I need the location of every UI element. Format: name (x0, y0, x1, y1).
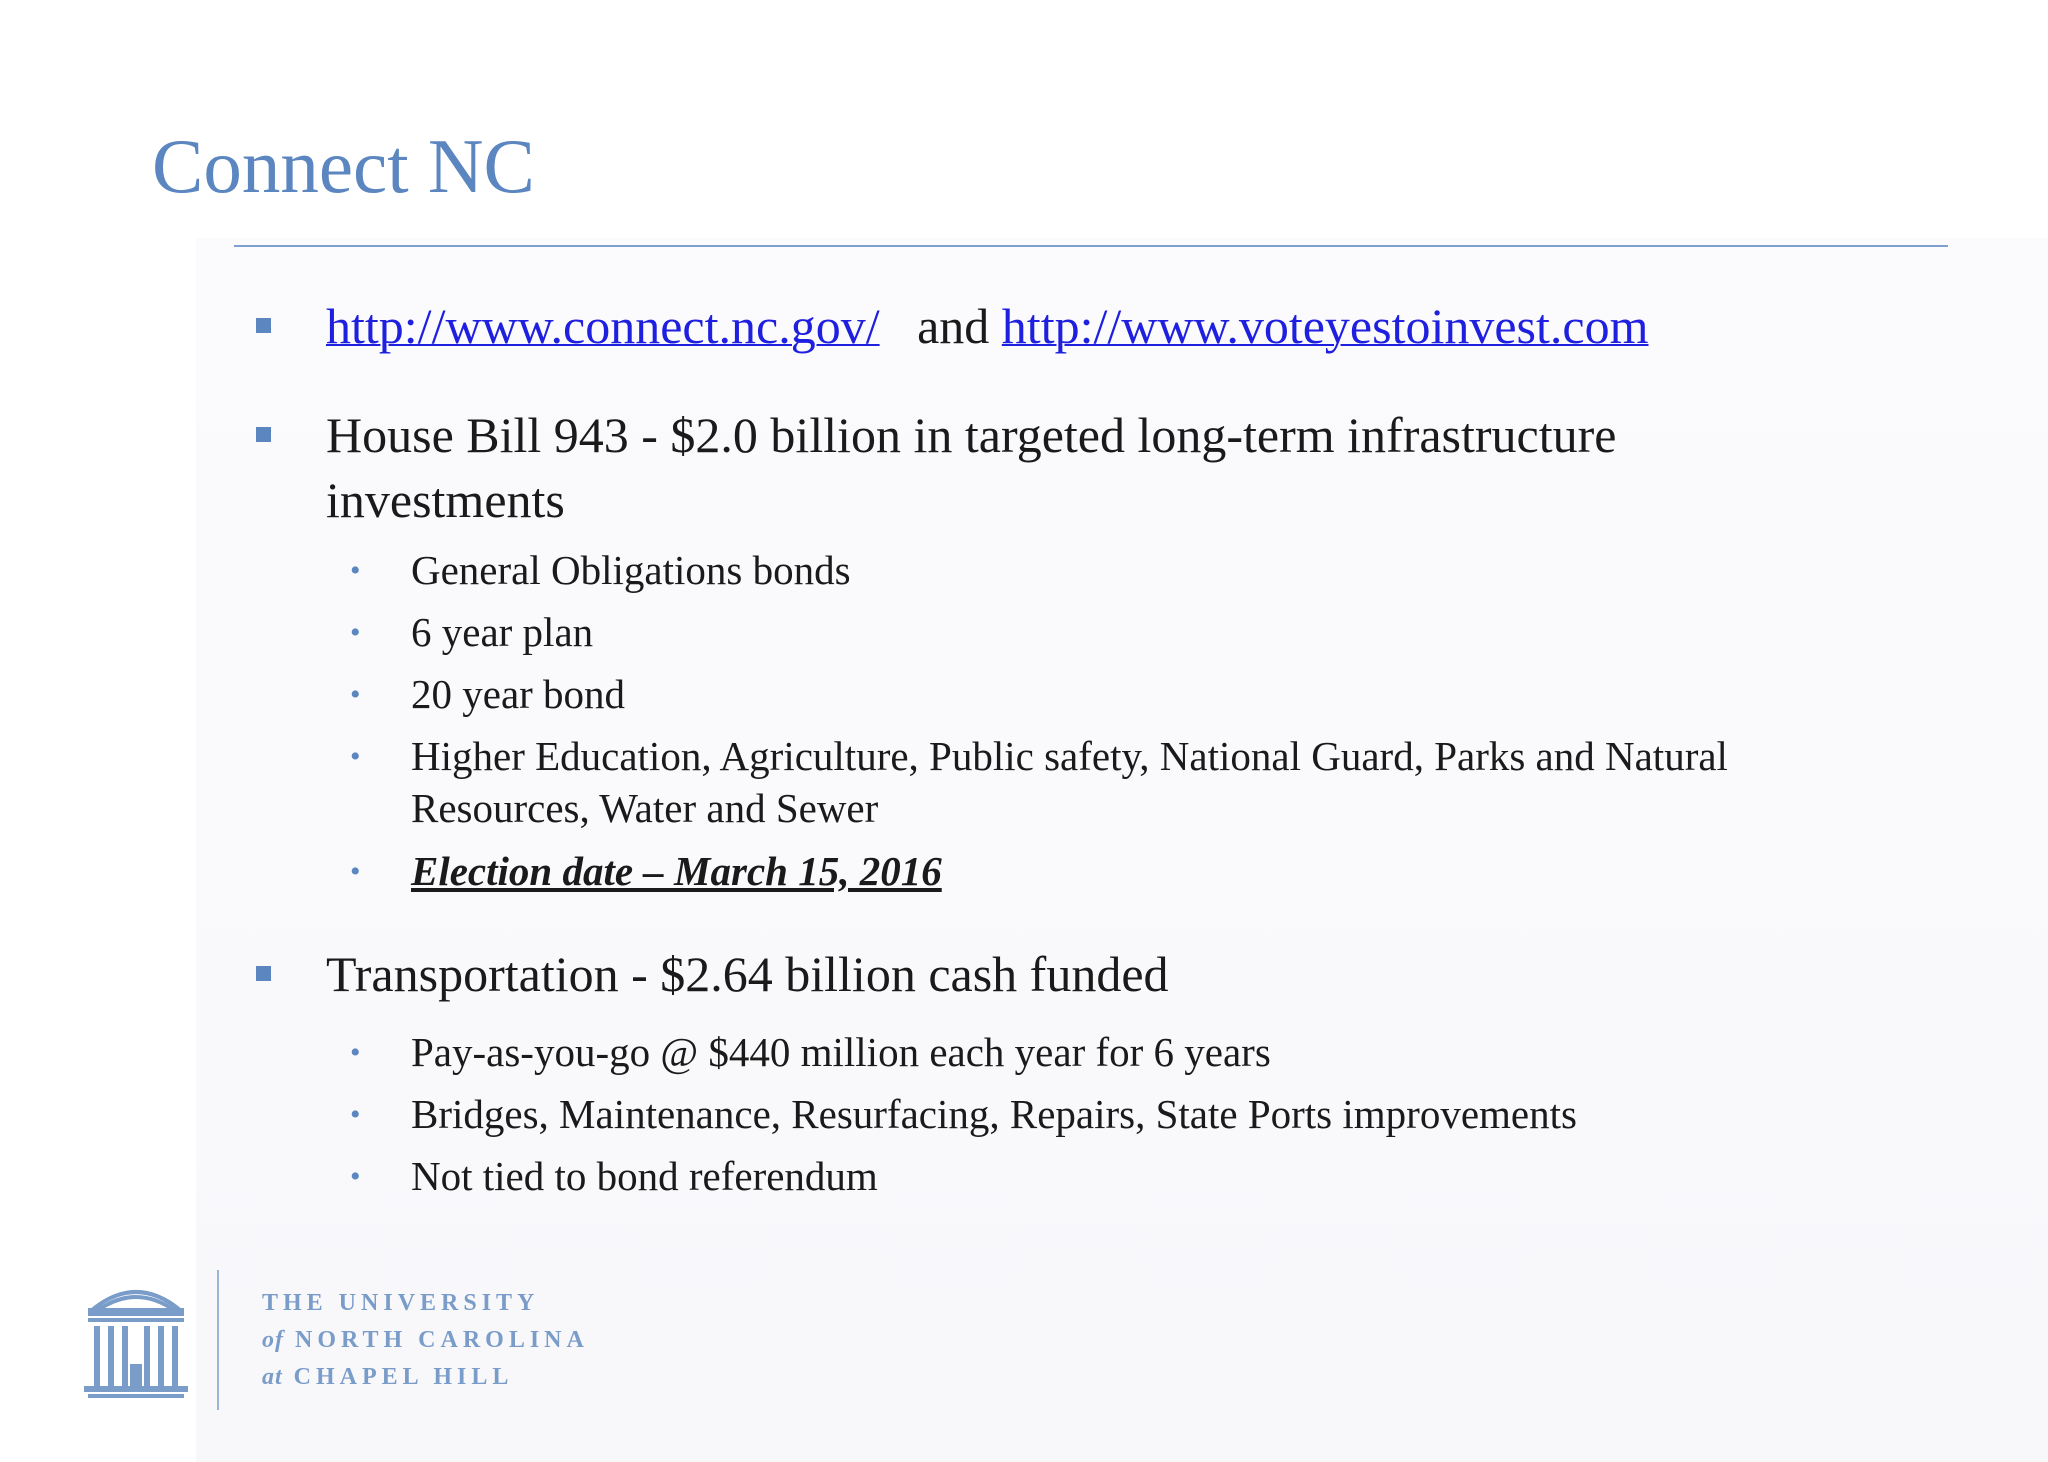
logo-line2-prefix: of (262, 1327, 284, 1353)
bullet-dot-icon: • (350, 616, 361, 649)
bullet-dot-icon: • (350, 1098, 361, 1131)
bullet-dot-icon: • (350, 554, 361, 587)
bullet-dot-icon: • (350, 1036, 361, 1069)
transportation-item: Bridges, Maintenance, Resurfacing, Repairs, State Ports improvements (411, 1091, 1577, 1137)
logo-line1: THE UNIVERSITY (262, 1290, 540, 1316)
transportation-item: Not tied to bond referendum (411, 1153, 878, 1199)
transportation-heading: Transportation - $2.64 billion cash funded (326, 946, 1169, 1002)
links-joiner: and (917, 298, 990, 354)
house-bill-item: 6 year plan (411, 609, 594, 655)
logo-line3-prefix: at (262, 1364, 283, 1390)
logo-line3 (262, 1364, 513, 1391)
election-date: Election date – March 15, 2016 (411, 848, 942, 894)
house-bill-line2: investments (326, 472, 565, 528)
vote-yes-link[interactable]: http://www.voteyestoinvest.com (1001, 298, 1649, 354)
bullet-square-icon (256, 318, 271, 333)
logo-divider (217, 1270, 219, 1410)
bullet-square-icon (256, 966, 271, 981)
house-bill-item: 20 year bond (411, 671, 626, 717)
bullet-dot-icon: • (350, 855, 361, 888)
house-bill-uses-line1: Higher Education, Agriculture, Public safety, National Guard, Parks and Natural (411, 733, 1728, 779)
bullet-dot-icon: • (350, 1160, 361, 1193)
house-bill-line1: House Bill 943 - $2.0 billion in targeted long-term infrastructure (326, 407, 1617, 463)
links-line (326, 294, 1648, 359)
logo-line2 (262, 1327, 589, 1354)
connect-nc-link[interactable]: http://www.connect.nc.gov/ (326, 298, 880, 354)
logo-line3-text: CHAPEL HILL (293, 1364, 514, 1390)
old-well-icon (84, 1280, 188, 1404)
transportation-item: Pay-as-you-go @ $440 million each year for 6 years (411, 1029, 1271, 1075)
logo-line2-text: NORTH CAROLINA (295, 1327, 589, 1353)
house-bill-uses-line2: Resources, Water and Sewer (411, 785, 879, 831)
slide-title: Connect NC (152, 123, 535, 209)
house-bill-item: General Obligations bonds (411, 547, 851, 593)
title-divider (234, 245, 1948, 247)
bullet-dot-icon: • (350, 678, 361, 711)
bullet-square-icon (256, 427, 271, 442)
bullet-dot-icon: • (350, 740, 361, 773)
